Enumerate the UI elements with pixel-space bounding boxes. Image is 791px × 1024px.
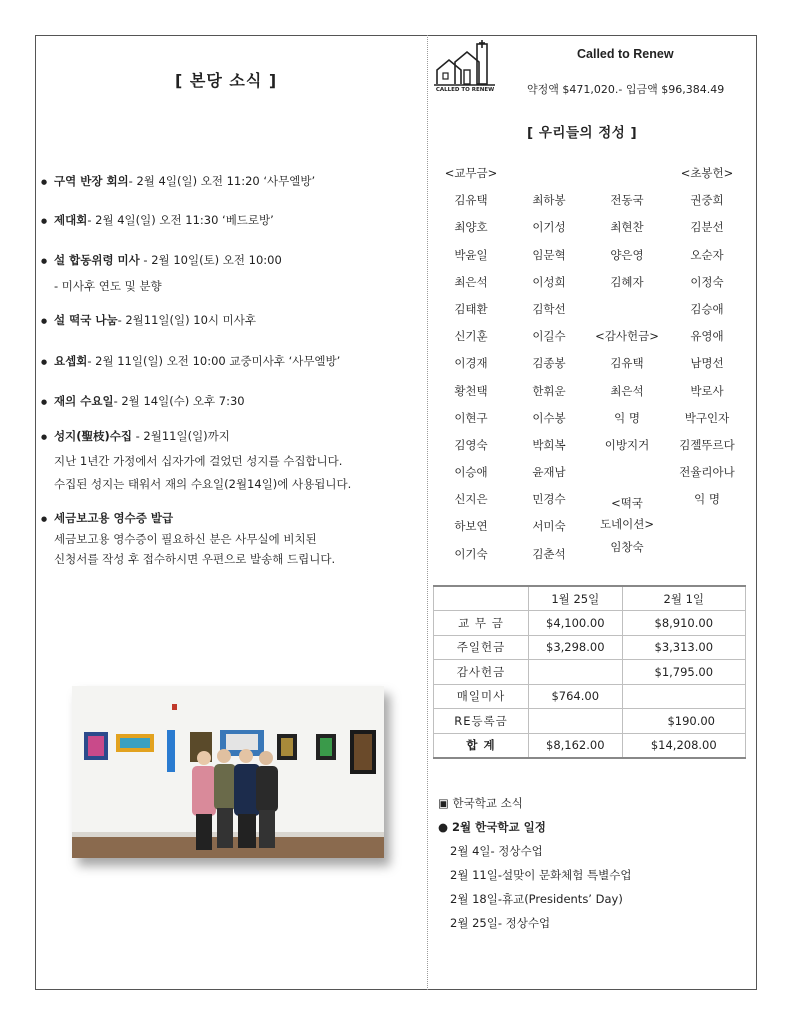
schedule-item: 2월 4일- 정상수업 [450,844,543,858]
list-item: 서미숙 [532,519,566,534]
list-item: 이기성 [532,220,566,235]
list-item: 양은영 [610,247,644,262]
table-cell: $3,298.00 [529,635,623,660]
table-cell: $8,162.00 [529,733,623,758]
list-item: <교무금> [444,166,498,180]
news-item-tax-receipt [40,510,425,566]
news-item-detail: - 2월 11일(일) 오전 10:00 교중미사후 ‘사무엘방’ [87,353,341,368]
news-item-heading: 요셉회 [54,353,88,368]
list-item: 이수봉 [532,410,566,425]
table-cell: $1,795.00 [622,660,745,685]
table-cell: $8,910.00 [622,611,745,636]
list-item: 박로사 [690,383,724,398]
news-item-heading: 세금보고용 영수증 발급 [54,510,174,525]
list-item: 이기숙 [454,546,488,561]
name-column-2 [511,160,587,568]
table-row [434,635,746,660]
table-row [434,684,746,709]
row-label: 감사헌금 [434,660,529,685]
list-item: 남명선 [690,356,724,371]
row-label: 매일미사 [434,684,529,709]
news-item-heading: 구역 반장 회의 [54,174,129,188]
table-cell: $4,100.00 [529,611,623,636]
list-item: 황천택 [454,383,488,398]
news-item-heading: 설 떡국 나눔 [54,312,118,327]
news-item-ash-wednesday [40,393,425,409]
list-item: 김종봉 [532,356,566,371]
row-label: 교 무 금 [434,611,529,636]
list-item: 이경재 [454,356,488,371]
list-item [589,160,665,187]
table-cell [529,709,623,734]
news-item-district-meeting [40,176,425,189]
schedule-item: 2월 25일- 정상수업 [450,916,551,930]
list-item: 윤재남 [532,465,566,480]
news-item-note: 세금보고용 영수증이 필요하신 분은 사무실에 비치된 [54,531,317,546]
table-row [434,709,746,734]
list-item: <초봉헌> [680,166,734,180]
paid-value: $96,384.49 [661,83,725,96]
table-header-cell [434,586,529,611]
list-item: 최현찬 [610,220,644,235]
pledge-label: 약정액 [527,83,559,96]
campaign-title: Called to Renew [577,47,674,61]
news-item-detail: - 2월11일(일) 10시 미사후 [117,312,256,327]
schedule-item: 2월 11일-설맞이 문화체험 특별수업 [450,868,632,882]
news-item-note: 신청서를 작성 후 접수하시면 우편으로 발송해 드립니다. [54,552,336,566]
row-label: 주일헌금 [434,635,529,660]
list-item: 하보연 [454,519,488,534]
list-item: 김유택 [454,193,488,208]
gallery-photo-image [72,686,384,858]
list-item: 최은석 [454,274,488,289]
table-cell: $190.00 [622,709,745,734]
list-item: 이정숙 [690,274,724,289]
offerings-name-grid [433,160,753,570]
list-item: 김영숙 [454,437,488,452]
offerings-title: [ 우리들의 정성 ] [527,125,638,141]
table-header-cell: 2월 1일 [622,586,745,611]
list-item: <떡국 [611,496,643,511]
offering-totals-table [433,585,746,759]
list-item: 김승애 [690,301,724,316]
news-item-detail: - 2월 10일(토) 오전 10:00 [139,253,282,267]
list-item: 박희복 [532,437,566,452]
list-item: 신지은 [454,492,488,507]
news-item-joseph-society [40,353,425,369]
name-column-4 [669,160,745,513]
parish-news-list [40,176,425,566]
list-item: 전율리아나 [679,465,735,480]
school-news-title: ▣ 한국학교 소식 [438,796,523,810]
schedule-item: 2월 18일-휴교(Presidents’ Day) [450,892,623,906]
news-item-heading: 재의 수요일 [54,393,114,408]
list-item: 임문혁 [532,247,566,262]
list-item: 이성희 [532,274,566,289]
list-item: 민경수 [532,492,566,507]
news-item-detail: - 2월11일(일)까지 [131,428,230,443]
list-item: 박윤일 [454,247,488,262]
list-item [589,296,665,323]
table-row [434,611,746,636]
list-item: 김혜자 [610,274,644,289]
list-item: 오순자 [690,247,724,262]
korean-school-news [438,795,631,939]
row-label: RE등록금 [434,709,529,734]
table-cell: $764.00 [529,684,623,709]
list-item: 이길수 [532,329,566,344]
list-item: 한휘운 [532,383,566,398]
name-column-1 [433,160,509,568]
news-item-altar-society [40,215,425,228]
parish-news-title: [ 본당 소식 ] [175,71,278,90]
news-item-heading: 설 합동위령 미사 [54,253,140,267]
table-cell [529,660,623,685]
pledge-value: $471,020.- [562,83,623,96]
list-item: 박구인자 [684,410,730,425]
list-item: 이방지거 [604,437,650,452]
list-item: 김젤뚜르다 [679,437,735,452]
list-item: 김분선 [690,220,724,235]
school-schedule-heading: ● 2월 한국학교 일정 [438,820,546,834]
paid-label: 입금액 [625,83,658,96]
list-item: 권중희 [690,193,724,208]
table-header-cell: 1월 25일 [529,586,623,611]
news-item-note: - 미사후 연도 및 분향 [54,279,162,293]
list-item: 김춘석 [532,546,566,561]
campaign-amounts [527,81,724,97]
called-to-renew-logo [433,40,497,96]
list-item: 김학선 [532,301,566,316]
list-item: 김유택 [610,356,644,371]
list-item: 최은석 [610,383,644,398]
logo-caption: CALLED TO RENEW [435,87,495,93]
table-header-row [434,586,746,611]
news-item-note: 수집된 성지는 태워서 재의 수요일(2월14일)에 사용됩니다. [54,477,352,491]
news-item-heading: 제대회 [54,213,88,227]
list-item: <감사헌금> [595,329,659,344]
list-item: 전동국 [610,193,644,208]
table-total-row [434,733,746,758]
news-item-note: 지난 1년간 가정에서 십자가에 걸었던 성지를 수집합니다. [54,453,343,468]
list-item: 이현구 [454,410,488,425]
list-item: 최하봉 [532,193,566,208]
column-divider [427,35,428,990]
list-item: 임창숙 [610,540,644,555]
news-item-rice-cake-soup [40,312,425,328]
list-item: 익 명 [694,492,720,507]
list-item: 신기훈 [454,329,488,344]
table-row [434,660,746,685]
list-item [589,459,665,486]
row-label: 합 계 [434,733,529,758]
table-cell: $14,208.00 [622,733,745,758]
news-item-memorial-mass [40,255,425,293]
list-item: 김태환 [454,301,488,316]
table-cell [622,684,745,709]
table-cell: $3,313.00 [622,635,745,660]
list-item [511,160,587,187]
list-item: 도네이션> [599,517,655,532]
news-item-detail: - 2월 4일(일) 오전 11:30 ‘베드로방’ [87,213,274,227]
list-item: 유영애 [690,329,724,344]
list-item: 익 명 [614,410,640,425]
list-item: 최양호 [454,220,488,235]
gallery-photo [72,686,384,858]
news-item-palm-collection [40,428,425,491]
list-item: 이승애 [454,465,488,480]
news-item-detail: - 2월 14일(수) 오후 7:30 [113,393,245,408]
name-column-3 [589,160,665,559]
news-item-detail: - 2월 4일(일) 오전 11:20 ‘사무엘방’ [128,174,316,188]
news-item-heading: 성지(聖枝)수집 [54,428,132,443]
